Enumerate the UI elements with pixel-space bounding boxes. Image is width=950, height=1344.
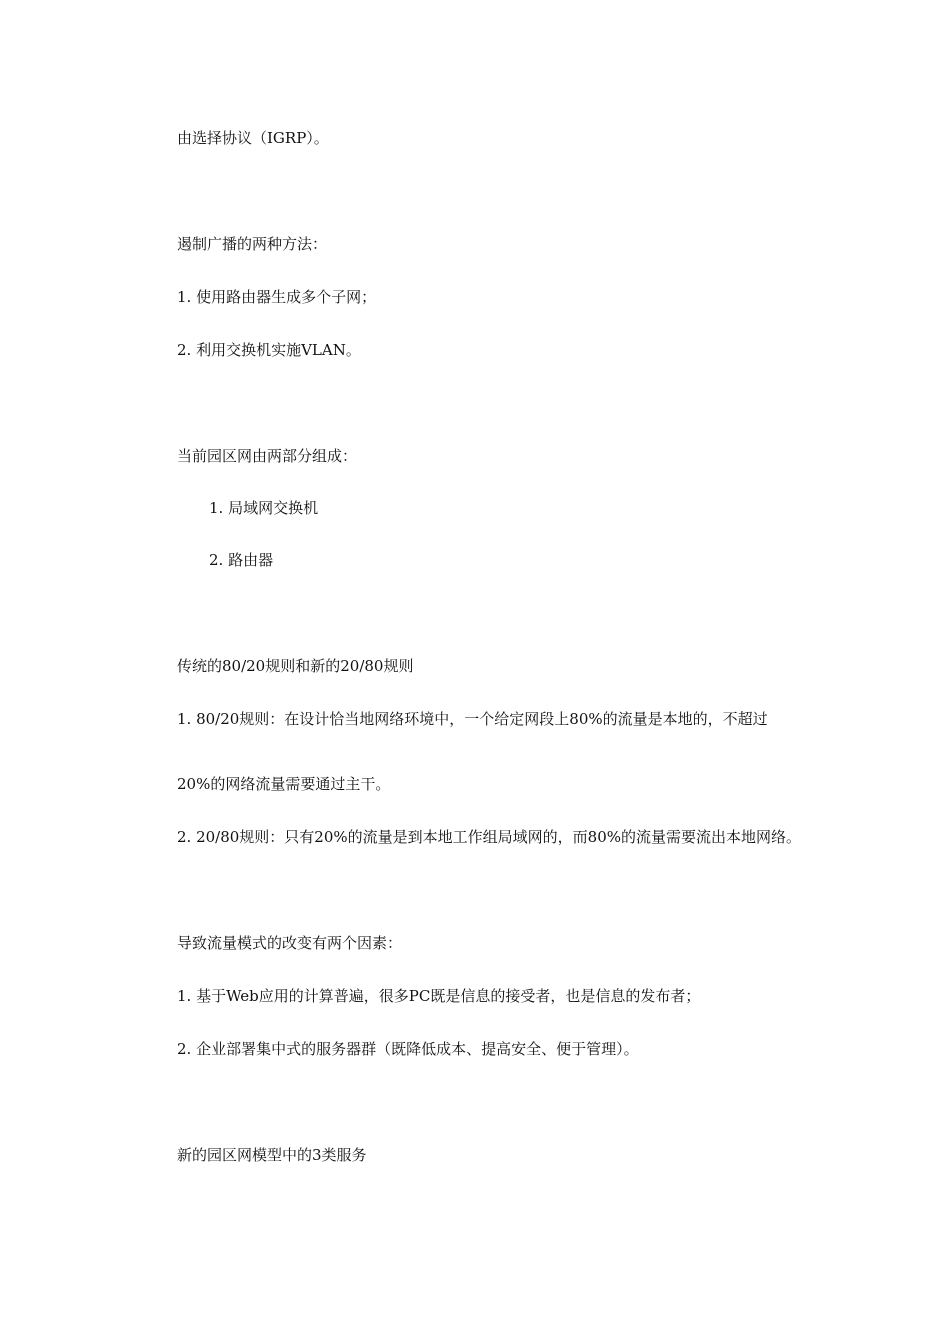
rule-heading: 传统的80/20规则和新的20/80规则 (177, 657, 414, 675)
broadcast-heading: 遏制广播的两种方法： (177, 235, 328, 253)
broadcast-item-2: 2. 利用交换机实施VLAN。 (177, 341, 361, 359)
igrp-line: 由选择协议（IGRP）。 (177, 129, 329, 147)
rule-item-2: 2. 20/80规则：只有20%的流量是到本地工作组局域网的，而80%的流量需要流出本地网络。 (177, 828, 801, 846)
campus-item-1: 1. 局域网交换机 (209, 499, 319, 517)
services-heading: 新的园区网模型中的3类服务 (177, 1146, 367, 1164)
broadcast-item-1: 1. 使用路由器生成多个子网； (177, 288, 377, 306)
campus-heading: 当前园区网由两部分组成： (177, 447, 358, 465)
traffic-item-2: 2. 企业部署集中式的服务器群（既降低成本、提高安全、便于管理）。 (177, 1040, 639, 1058)
traffic-heading: 导致流量模式的改变有两个因素： (177, 934, 403, 952)
rule-item-1-line-1: 1. 80/20规则：在设计恰当地网络环境中，一个给定网段上80%的流量是本地的，不超过 (177, 710, 768, 728)
campus-item-2: 2. 路由器 (209, 551, 274, 569)
rule-item-1-line-2: 20%的网络流量需要通过主干。 (177, 775, 391, 793)
traffic-item-1: 1. 基于Web应用的计算普遍，很多PC既是信息的接受者，也是信息的发布者； (177, 987, 701, 1005)
